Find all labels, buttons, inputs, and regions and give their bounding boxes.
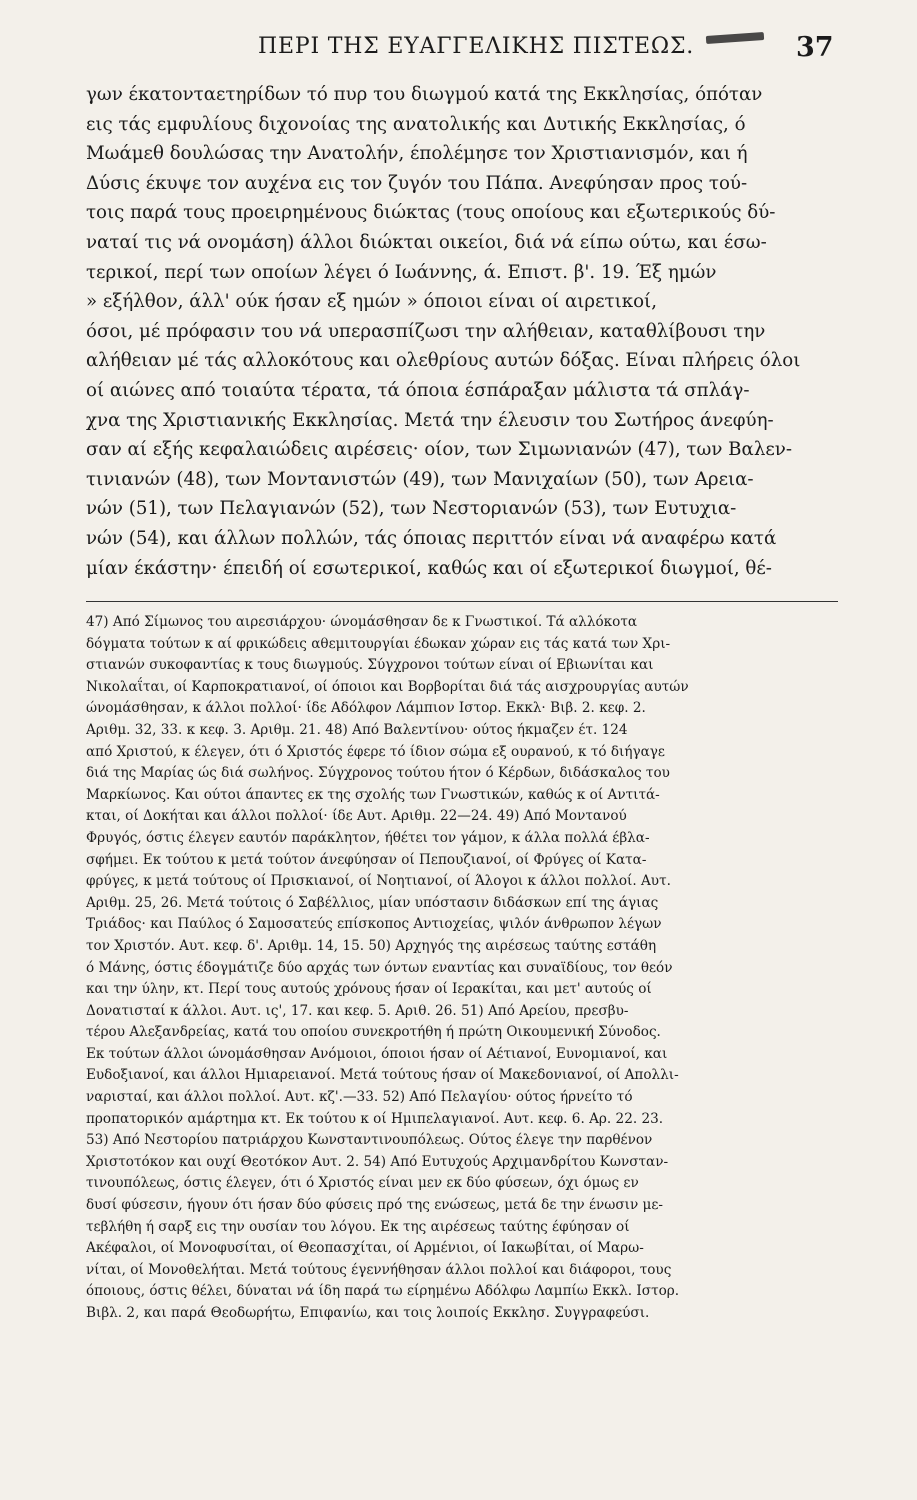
footnote-line: σφήμει. Εκ τούτου κ μετά τούτον άνεφύησαν οί Πεπουζιανοί, οί Φρύγες οί Κατα- <box>86 851 647 868</box>
body-text-line: τοις παρά τους προειρημένους διώκτας (τους οποίους και εξωτερικούς δύ- <box>86 202 776 224</box>
footnote-line: στιανών συκοφαντίας κ τους διωγμούς. Σύγχρονοι τούτων είναι οί Εβιωνίται και <box>86 657 654 674</box>
footnote-line: 53) Από Νεστορίου πατριάρχου Κωνσταντινουπόλεως. Ούτος έλεγε την παρθένον <box>86 1132 653 1149</box>
footnote-line: Ευδοξιανοί, και άλλοι Ημιαρειανοί. Μετά τούτους ήσαν οί Μακεδονιανοί, οί Απολλι- <box>86 1067 679 1084</box>
body-text-line: τερικοί, περί των οποίων λέγει ό Ιωάννης, ά. Επιστ. β'. 19. Έξ ημών <box>86 261 717 283</box>
body-text-line: τινιανών (48), των Μοντανιστών (49), των Μανιχαίων (50), των Αρεια- <box>86 468 754 490</box>
footnote-line: και την ύλην, κτ. Περί τους αυτούς χρόνους ήσαν οί Ιερακίται, και μετ' αυτούς οί <box>86 981 652 998</box>
footnote-line: όποιους, όστις θέλει, δύναται νά ίδη παρά τω είρημένω Αδόλφω Λαμπίω Εκκλ. Ιστορ. <box>86 1283 680 1300</box>
footnote-line: τέρου Αλεξανδρείας, κατά του οποίου συνεκροτήθη ή πρώτη Οικουμενική Σύνοδος. <box>86 1024 661 1041</box>
footnote-line: κται, οί Δοκήται και άλλοι πολλοί· ίδε Αυτ. Αριθμ. 22—24. 49) Από Μοντανού <box>86 808 627 825</box>
footnote-line: Νικολαΐται, οί Καρποκρατιανοί, οί όποιοι και Βορβορίται διά τάς αισχρουργίας αυτών <box>86 678 689 695</box>
footnote-line: διά της Μαρίας ώς διά σωλήνος. Σύγχρονος τούτου ήτον ό Κέρδων, διδάσκαλος του <box>86 765 670 782</box>
footnote-line: ό Μάνης, όστις έδογμάτιζε δύο αρχάς των όντων εναντίας και συναϊδίους, τον θεόν <box>86 959 673 976</box>
body-text-line: Μωάμεθ δουλώσας την Ανατολήν, έπολέμησε τον Χριστιανισμόν, και ή <box>86 143 748 165</box>
footnote-line: Ακέφαλοι, οί Μονοφυσίται, οί Θεοπασχίται, οί Αρμένιοι, οί Ιακωβίται, οί Μαρω- <box>86 1240 644 1257</box>
page-number: 37 <box>796 32 834 63</box>
footnote-line: δυσί φύσεσιν, ήγουν ότι ήσαν δύο φύσεις πρό της ενώσεως, μετά δε την ένωσιν με- <box>86 1197 663 1214</box>
main-text <box>86 80 838 583</box>
footnote-line: 47) Από Σίμωνος του αιρεσιάρχου· ώνομάσθησαν δε κ Γνωστικοί. Τά αλλόκοτα <box>86 614 638 630</box>
footnote-line: προπατορικόν αμάρτημα κτ. Εκ τούτου κ οί Ημιπελαγιανοί. Αυτ. κεφ. 6. Αρ. 22. 23. <box>86 1110 664 1127</box>
footnote-line: δόγματα τούτων κ αί φρικώδεις αθεμιτουργίαι έδωκαν χώραν εις τάς κατά των Χρι- <box>86 635 671 652</box>
footnote-line: τεβλήθη ή σαρξ εις την ουσίαν του λόγου. Εκ της αιρέσεως ταύτης έφύησαν οί <box>86 1218 630 1235</box>
footnote-line: ώνομάσθησαν, κ άλλοι πολλοί· ίδε Αδόλφον Λάμπιον Ιστορ. Εκκλ· Βιβ. 2. κεφ. 2. <box>86 700 646 717</box>
footnote-line: Αριθμ. 32, 33. κ κεφ. 3. Αριθμ. 21. 48) Από Βαλεντίνου· ούτος ήκμαζεν έτ. 124 <box>86 721 628 738</box>
footnote-separator-rule <box>86 601 838 602</box>
body-text-line: γων έκατονταετηρίδων τό πυρ του διωγμού κατά της Εκκλησίας, όπόταν <box>86 84 763 105</box>
footnote-line: Δονατισταί κ άλλοι. Αυτ. ις', 17. και κεφ. 5. Αριθ. 26. 51) Από Αρείου, πρεσβυ- <box>86 1002 629 1019</box>
body-text-line: Δύσις έκυψε τον αυχένα εις τον ζυγόν του Πάπα. Ανεφύησαν προς τού- <box>86 172 748 194</box>
body-text-line: νών (51), των Πελαγιανών (52), των Νεστοριανών (53), των Ευτυχια- <box>86 498 737 520</box>
footnote-line: Φρυγός, όστις έλεγεν εαυτόν παράκλητον, ήθέτει τον γάμον, κ άλλα πολλά έβλα- <box>86 829 650 846</box>
body-text-line: σαν αί εξής κεφαλαιώδεις αιρέσεις· οίον, των Σιμωνιανών (47), των Βαλεν- <box>86 439 792 461</box>
body-text-line: αλήθειαν μέ τάς αλλοκότους και ολεθρίους αυτών δόξας. Είναι πλήρεις όλοι <box>86 350 801 372</box>
footnote-line: τινουπόλεως, όστις έλεγεν, ότι ό Χριστός είναι μεν εκ δύο φύσεων, όχι όμως εν <box>86 1175 639 1192</box>
body-text-line: μίαν έκάστην· έπειδή οί εσωτερικοί, καθώς και οί εξωτερικοί διωγμοί, θέ- <box>86 557 772 579</box>
ink-smudge-mark <box>706 32 764 44</box>
footnote-line: Βιβλ. 2, και παρά Θεοδωρήτω, Επιφανίω, και τοις λοιποίς Εκκλησ. Συγγραφεύσι. <box>86 1305 650 1321</box>
footnote-line: ναρισταί, και άλλοι πολλοί. Αυτ. κζ'.—33. 52) Από Πελαγίου· ούτος ήρνείτο τό <box>86 1089 633 1106</box>
footnote-line: από Χριστού, κ έλεγεν, ότι ό Χριστός έφερε τό ίδιον σώμα εξ ουρανού, κ τό διήγαγε <box>86 743 665 760</box>
footnote-line: τον Χριστόν. Αυτ. κεφ. δ'. Αριθμ. 14, 15. 50) Αρχηγός της αιρέσεως ταύτης εστάθη <box>86 937 657 954</box>
body-text-line: εις τάς εμφυλίους διχονοίας της ανατολικής και Δυτικής Εκκλησίας, ό <box>86 113 746 135</box>
running-title: ΠΕΡΙ ΤΗΣ ΕΥΑΓΓΕΛΙΚΗΣ ΠΙΣΤΕΩΣ. <box>258 34 695 59</box>
footnote-line: Μαρκίωνος. Και ούτοι άπαντες εκ της σχολής των Γνωστικών, καθώς κ οί Αντιτά- <box>86 786 660 803</box>
footnote-line: Χριστοτόκον και ουχί Θεοτόκον Αυτ. 2. 54) Από Ευτυχούς Αρχιμανδρίτου Κωνσταν- <box>86 1153 669 1170</box>
running-header <box>0 28 917 68</box>
body-text-line: ναταί τις νά ονομάση) άλλοι διώκται οικείοι, διά νά είπω ούτω, και έσω- <box>86 231 767 253</box>
footnotes <box>86 612 838 1325</box>
body-text-line: χνα της Χριστιανικής Εκκλησίας. Μετά την έλευσιν του Σωτήρος άνεφύη- <box>86 409 774 431</box>
footnote-line: Εκ τούτων άλλοι ώνομάσθησαν Ανόμοιοι, όποιοι ήσαν οί Αέτιανοί, Ευνομιανοί, και <box>86 1045 668 1062</box>
footnote-line: φρύγες, κ μετά τούτους οί Πρισκιανοί, οί Νοητιανοί, οί Άλογοι κ άλλοι πολλοί. Αυτ. <box>86 873 671 890</box>
body-text-line: οί αιώνες από τοιαύτα τέρατα, τά όποια έσπάραξαν μάλιστα τά σπλάγ- <box>86 379 750 401</box>
body-text-line: όσοι, μέ πρόφασιν του νά υπερασπίζωσι την αλήθειαν, καταθλίβουσι την <box>86 320 766 342</box>
footnote-line: Τριάδος· και Παύλος ό Σαμοσατεύς επίσκοπος Αντιοχείας, ψιλόν άνθρωπον λέγων <box>86 916 662 933</box>
footnote-line: Αριθμ. 25, 26. Μετά τούτοις ό Σαβέλλιος, μίαν υπόστασιν διδάσκων επί της άγιας <box>86 894 659 911</box>
body-text-line: » εξήλθον, άλλ' ούκ ήσαν εξ ημών » όποιοι είναι οί αιρετικοί, <box>86 291 657 313</box>
footnote-line: νίται, οί Μονοθελήται. Μετά τούτους έγεννήθησαν άλλοι πολλοί και διάφοροι, τους <box>86 1261 672 1278</box>
body-text-line: νών (54), και άλλων πολλών, τάς όποιας περιττόν είναι νά αναφέρω κατά <box>86 527 777 549</box>
